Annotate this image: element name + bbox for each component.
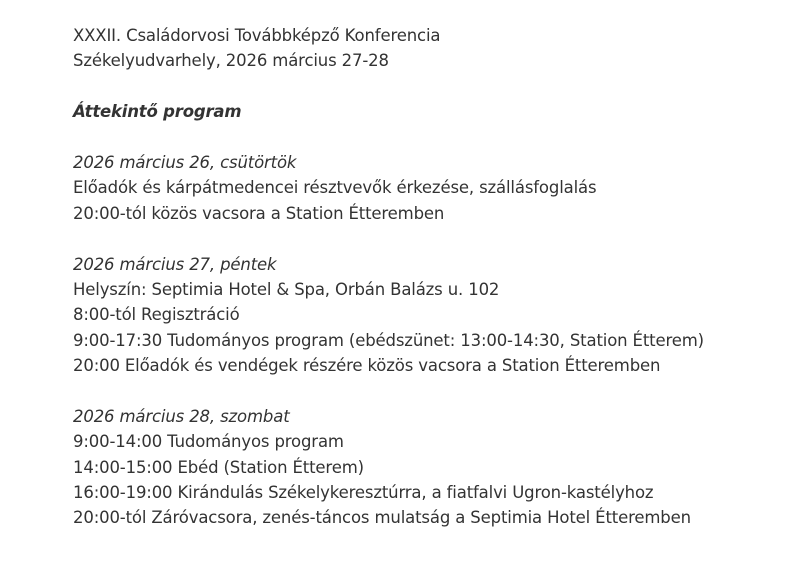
conference-location-date: Székelyudvarhely, 2026 március 27-28	[73, 51, 389, 71]
spacer	[73, 378, 809, 403]
schedule-line: 20:00-tól Záróvacsora, zenés-táncos mulatság a Septimia Hotel Étteremben	[73, 508, 691, 528]
day-heading: 2026 március 28, szombat	[73, 406, 290, 426]
schedule-line: Előadók és kárpátmedencei résztvevők érkezése, szállásfoglalás	[73, 178, 597, 198]
day-section-friday	[73, 252, 809, 379]
day-section-thursday	[73, 150, 809, 226]
spacer	[73, 226, 809, 251]
schedule-line: 20:00-tól közös vacsora a Station Étteremben	[73, 203, 445, 223]
program-title: Áttekintő program	[73, 102, 242, 122]
schedule-line: 9:00-14:00 Tudományos program	[73, 432, 344, 452]
spacer	[73, 125, 809, 150]
schedule-line: Helyszín: Septimia Hotel & Spa, Orbán Balázs u. 102	[73, 279, 500, 299]
schedule-line: 20:00 Előadók és vendégek részére közös vacsora a Station Étteremben	[73, 356, 661, 376]
schedule-line: 8:00-tól Regisztráció	[73, 305, 240, 325]
schedule-line: 14:00-15:00 Ebéd (Station Étterem)	[73, 457, 364, 477]
conference-title: XXXII. Családorvosi Továbbképző Konferencia	[73, 26, 441, 45]
day-heading: 2026 március 26, csütörtök	[73, 152, 297, 172]
schedule-line: 9:00-17:30 Tudományos program (ebédszünet: 13:00-14:30, Station Étterem)	[73, 330, 704, 350]
schedule-line: 16:00-19:00 Kirándulás Székelykeresztúrra, a fiatfalvi Ugron-kastélyhoz	[73, 483, 654, 503]
spacer	[73, 74, 809, 99]
day-section-saturday	[73, 404, 809, 531]
day-heading: 2026 március 27, péntek	[73, 254, 277, 274]
